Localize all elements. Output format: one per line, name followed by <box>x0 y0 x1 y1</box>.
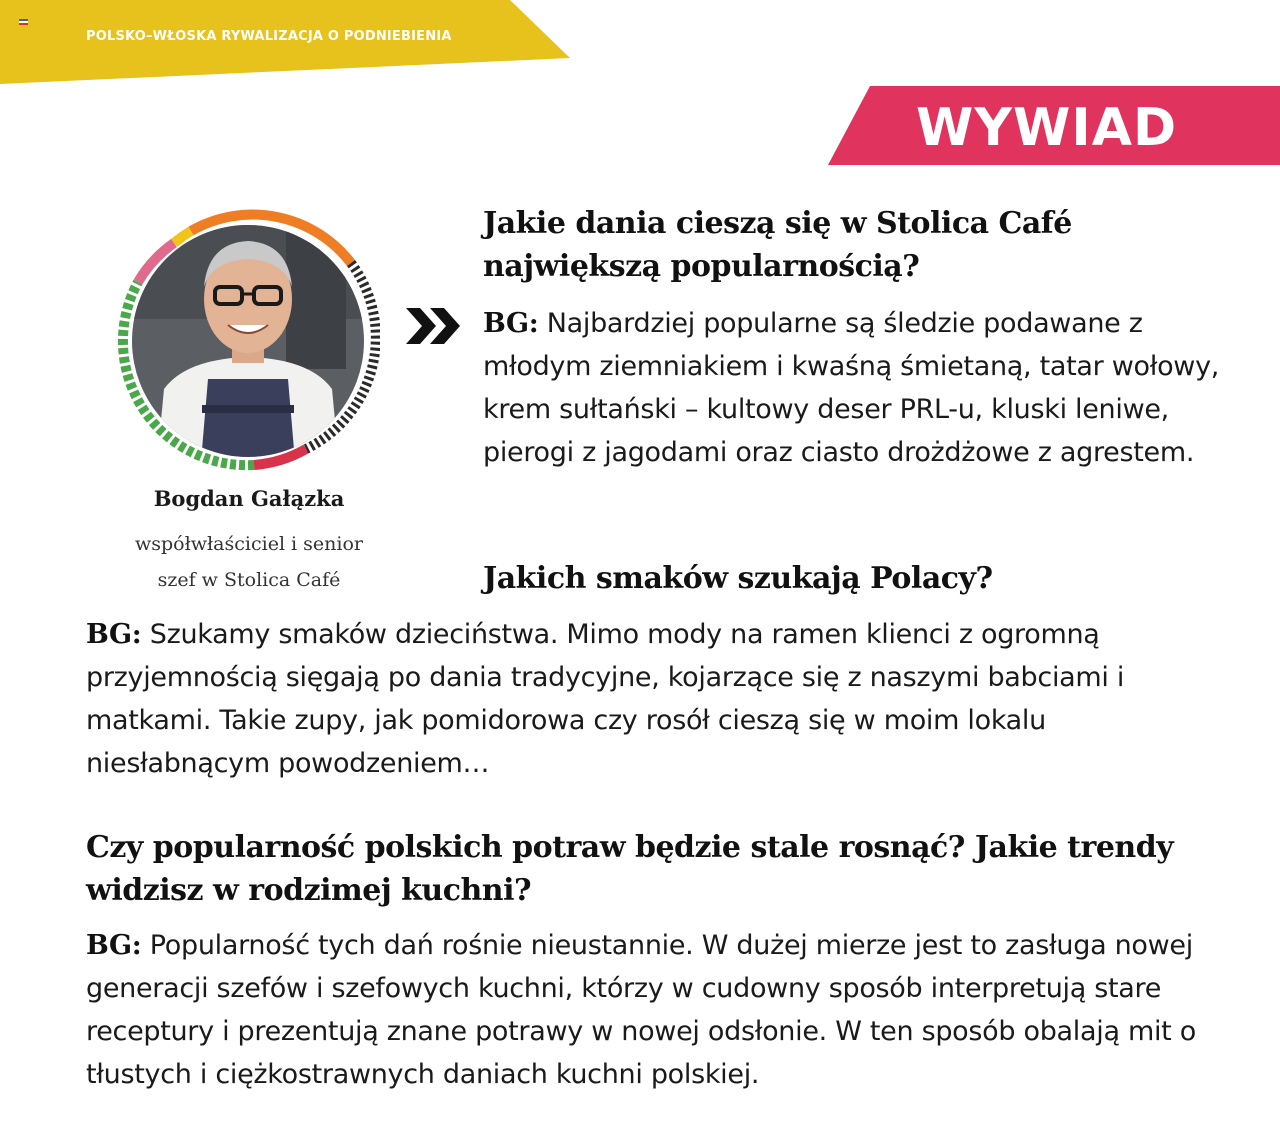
person-role-line2: szef w Stolica Café <box>157 569 341 591</box>
answer-3 <box>86 924 1246 1096</box>
question-3: Czy popularność polskich potraw będzie stale rosnąć? Jakie trendy widzisz w rodzimej kuchni? <box>86 830 1174 908</box>
question-1: Jakie dania cieszą się w Stolica Café największą popularnością? <box>483 206 1072 284</box>
person-name: Bogdan Gałązka <box>153 486 345 511</box>
polish-italian-flag-icon <box>19 19 28 25</box>
person-role-line1: współwłaściciel i senior <box>134 533 364 555</box>
ring-segment-yellow <box>174 231 191 243</box>
double-chevron-right-icon <box>404 306 464 346</box>
banner-title: POLSKO–WŁOSKA RYWALIZACJA O PODNIEBIENIA <box>86 29 452 44</box>
portrait-avatar <box>116 209 380 473</box>
answer-1 <box>483 302 1243 474</box>
answer-2-text: Szukamy smaków dzieciństwa. Mimo mody na ramen klienci z ogromną przyjemnością sięgają po dania tradycyjne, kojarzące się z naszymi babciami i matkami. Takie zupy, jak pomidorowa czy rosół cieszą się w moim lokalu niesłabnącym powodzeniem… <box>86 619 1125 779</box>
question-2: Jakich smaków szukają Polacy? <box>483 561 993 596</box>
answer-1-speaker: BG: <box>483 308 539 339</box>
answer-1-text: Najbardziej popularne są śledzie podawane z młodym ziemniakiem i kwaśną śmietaną, tatar wołowy, krem sułtański – kultowy deser PRL-u, kluski leniwe, pierogi z jagodami oraz ciasto drożdżowe z agrestem. <box>483 308 1220 468</box>
answer-3-text: Popularność tych dań rośnie nieustannie. W dużej mierze jest to zasługa nowej generacji szefów i szefowych kuchni, którzy w cudowny sposób interpretują stare receptury i prezentują znane potrawy w nowej odsłonie. W ten sposób obalają mit o tłustych i ciężkostrawnych daniach kuchni polskiej. <box>86 930 1196 1090</box>
section-label: WYWIAD <box>916 98 1178 158</box>
answer-3-speaker: BG: <box>86 930 142 961</box>
answer-2-speaker: BG: <box>86 619 142 650</box>
answer-2 <box>86 613 1236 785</box>
person-role <box>96 526 402 598</box>
